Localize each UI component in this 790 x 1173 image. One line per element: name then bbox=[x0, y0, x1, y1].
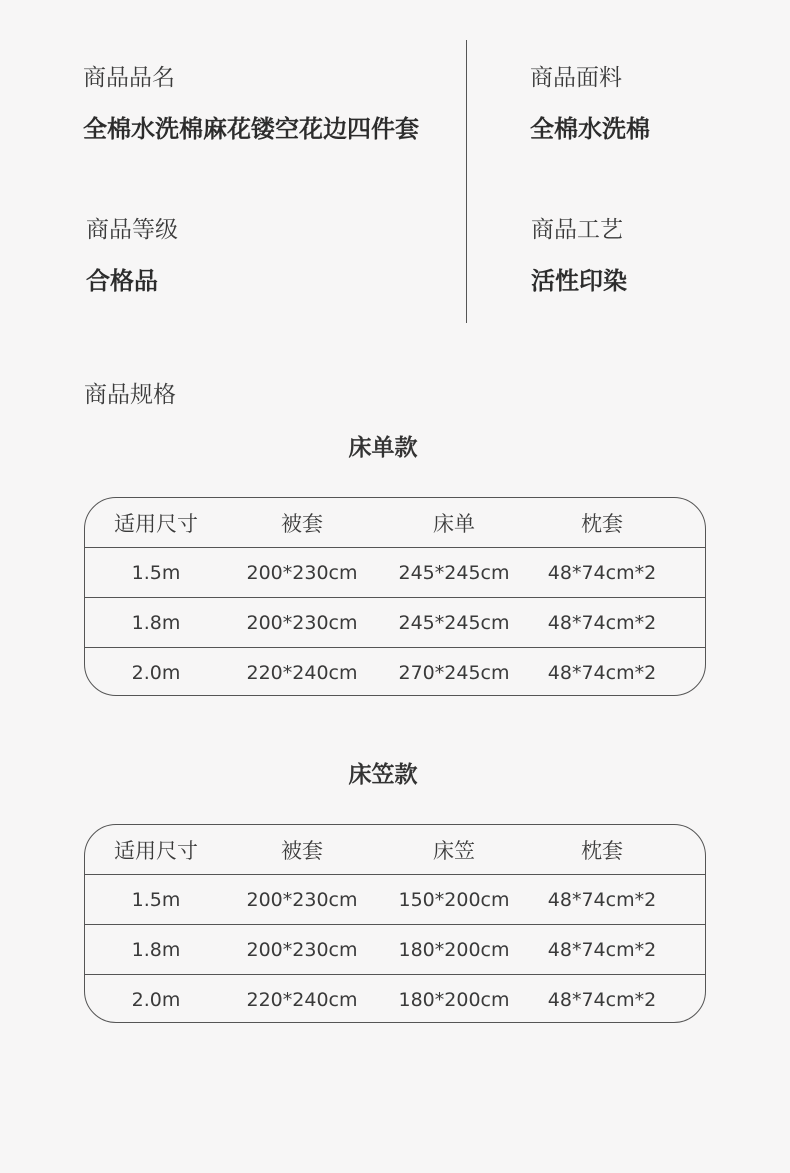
table-title-sheet: 床单款 bbox=[348, 435, 418, 461]
table-header-row bbox=[85, 825, 705, 875]
header-cell: 适用尺寸 bbox=[114, 511, 198, 536]
header-cell: 枕套 bbox=[581, 511, 623, 536]
table-row bbox=[85, 975, 705, 1023]
table-row bbox=[85, 925, 705, 975]
table-cell: 200*230cm bbox=[246, 611, 358, 634]
table-cell: 245*245cm bbox=[398, 561, 510, 584]
table-row bbox=[85, 648, 705, 696]
table-cell: 180*200cm bbox=[398, 989, 510, 1011]
header-cell: 床单 bbox=[433, 511, 475, 536]
spec-table-fitted bbox=[84, 824, 706, 1023]
table-cell: 1.5m bbox=[131, 888, 181, 911]
name-value: 全棉水洗棉麻花镂空花边四件套 bbox=[83, 115, 419, 143]
table-cell: 48*74cm*2 bbox=[547, 611, 657, 634]
table-cell: 48*74cm*2 bbox=[547, 561, 657, 584]
table-row bbox=[85, 548, 705, 598]
table-cell: 2.0m bbox=[131, 989, 181, 1011]
table-cell: 270*245cm bbox=[398, 662, 510, 684]
spec-table-sheet bbox=[84, 497, 706, 696]
table-cell: 200*230cm bbox=[246, 938, 358, 961]
grade-value: 合格品 bbox=[86, 267, 158, 295]
table-cell: 220*240cm bbox=[246, 989, 358, 1011]
table-cell: 220*240cm bbox=[246, 662, 358, 684]
header-cell: 适用尺寸 bbox=[114, 838, 198, 863]
craft-value: 活性印染 bbox=[531, 267, 627, 295]
table-cell: 1.8m bbox=[131, 938, 181, 961]
table-title-fitted: 床笠款 bbox=[348, 762, 418, 788]
table-cell: 150*200cm bbox=[398, 888, 510, 911]
table-cell: 48*74cm*2 bbox=[547, 989, 657, 1011]
table-cell: 1.8m bbox=[131, 611, 181, 634]
header-cell: 被套 bbox=[281, 838, 323, 863]
table-cell: 180*200cm bbox=[398, 938, 510, 961]
table-cell: 200*230cm bbox=[246, 561, 358, 584]
table-cell: 245*245cm bbox=[398, 611, 510, 634]
fabric-value: 全棉水洗棉 bbox=[530, 115, 650, 143]
vertical-divider bbox=[466, 40, 467, 323]
name-label: 商品品名 bbox=[83, 65, 175, 91]
grade-label: 商品等级 bbox=[86, 217, 178, 243]
header-cell: 枕套 bbox=[581, 838, 623, 863]
table-row bbox=[85, 875, 705, 925]
fabric-label: 商品面料 bbox=[530, 65, 622, 91]
table-row bbox=[85, 598, 705, 648]
table-cell: 48*74cm*2 bbox=[547, 888, 657, 911]
header-cell: 床笠 bbox=[433, 838, 475, 863]
table-cell: 48*74cm*2 bbox=[547, 938, 657, 961]
header-cell: 被套 bbox=[281, 511, 323, 536]
spec-heading: 商品规格 bbox=[84, 382, 176, 408]
craft-label: 商品工艺 bbox=[531, 217, 623, 243]
table-cell: 2.0m bbox=[131, 662, 181, 684]
table-cell: 48*74cm*2 bbox=[547, 662, 657, 684]
table-cell: 200*230cm bbox=[246, 888, 358, 911]
table-cell: 1.5m bbox=[131, 561, 181, 584]
table-header-row bbox=[85, 498, 705, 548]
